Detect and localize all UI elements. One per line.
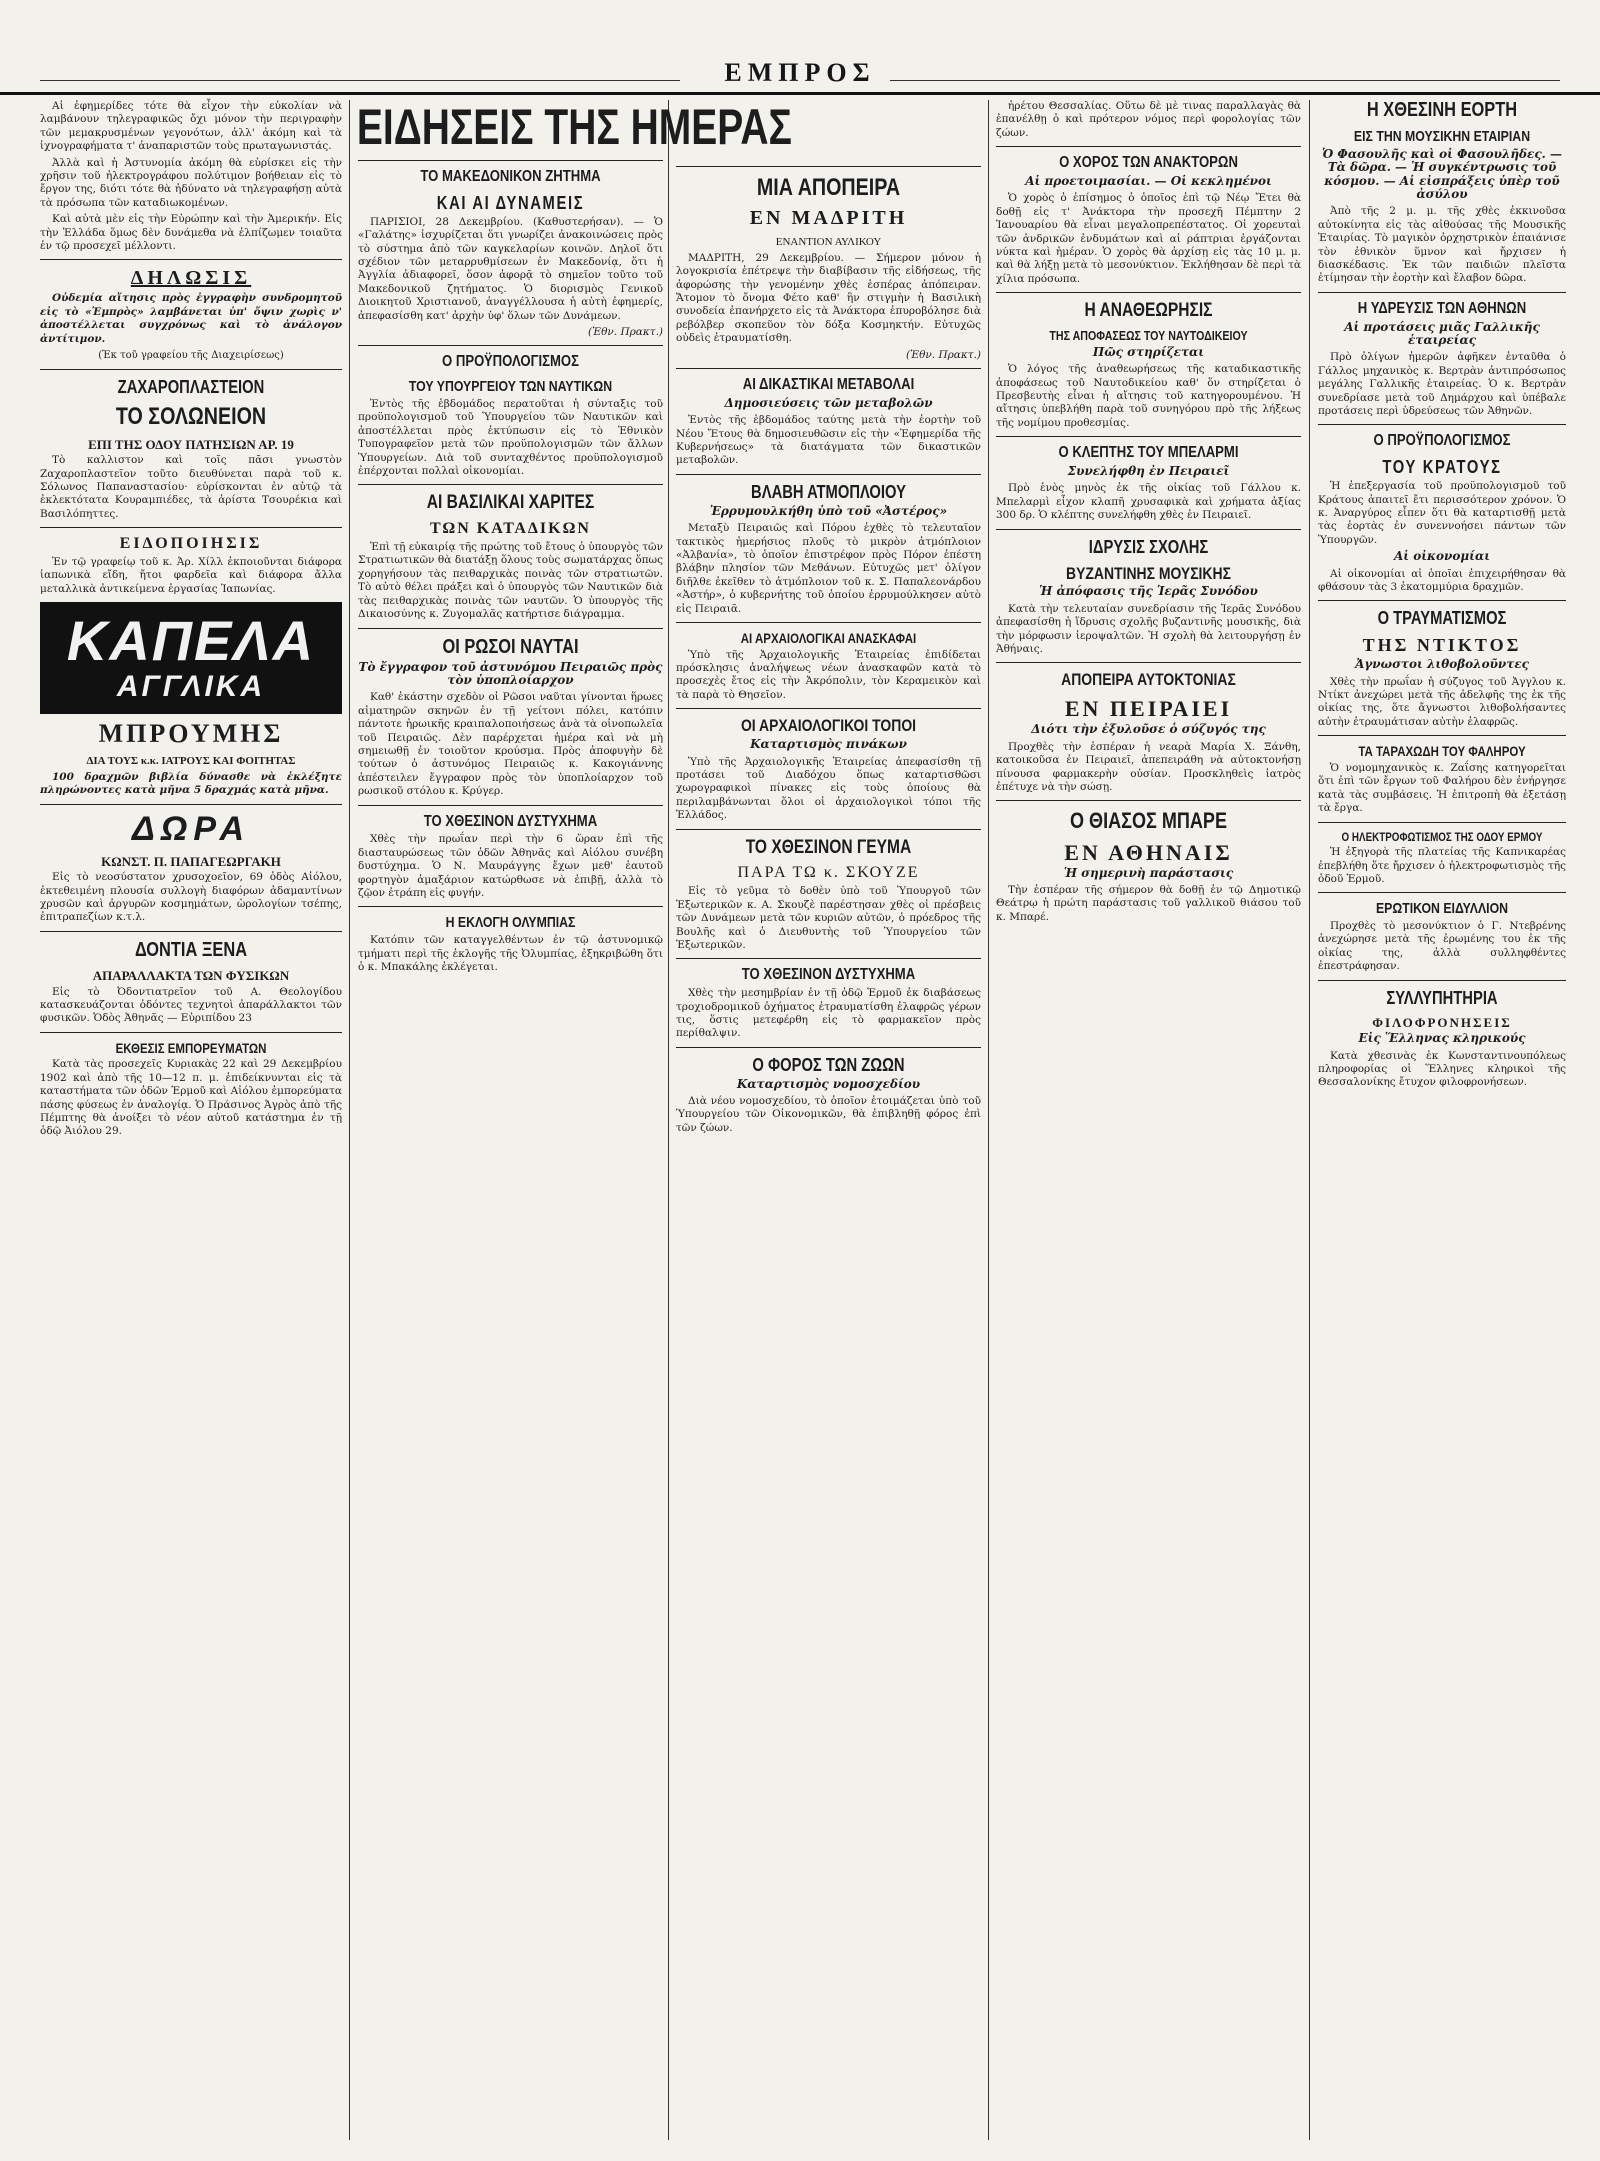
article-title: ΤΟ ΜΑΚΕΔΟΝΙΚΟΝ ΖΗΤΗΜΑ — [420, 168, 601, 185]
article-paragraph: Αἱ ἐφημερίδες τότε θὰ εἶχον τὴν εὐκολίαν νὰ λαμβάνουν τηλεγραφικῶς ὄχι μόνον τὴν περιγραφὴν τῶν μεμακρυσμένων γεγονότων, ἀλλ' ἀκόμη καὶ τὰ ἰχνογραφήματα τ' ἀναπαριστῶν τοὺς πρωταγωνιστάς. — [40, 100, 342, 153]
article-title: ΒΛΑΒΗ ΑΤΜΟΠΛΟΙΟΥ — [751, 481, 906, 502]
article-subtitle: Ἡ ἀπόφασις τῆς Ἱερᾶς Συνόδου — [1039, 584, 1258, 599]
ad-subtitle: ΔΙΑ ΤΟΥΣ κ.κ. ΙΑΤΡΟΥΣ ΚΑΙ ΦΟΙΤΗΤΑΣ — [86, 755, 296, 768]
article-subtitle: ΠΑΡΑ ΤΩ κ. ΣΚΟΥΖΕ — [737, 864, 920, 882]
article-title: Ο ΗΛΕΚΤΡΟΦΩΤΙΣΜΟΣ ΤΗΣ ΟΔΟΥ ΕΡΜΟΥ — [1341, 829, 1543, 844]
article-title: ΑΙ ΔΙΚΑΣΤΙΚΑΙ ΜΕΤΑΒΟΛΑΙ — [742, 375, 915, 393]
article-paragraph: Ὁ λόγος τῆς ἀναθεωρήσεως τῆς καταδικαστικῆς ἀποφάσεως τοῦ Ναυτοδικείου καθ' ὅν στηρίζεται ὁ Πρεσβευτὴς εἶναι ἡ αἴτησις τοῦ κατηγορουμένου. Ἡ αἴτησις ὑπεβλήθη παρὰ τοῦ συνηγόρου πρὸ τῆς λήξεως τῆς νομίμου προθεσμίας. — [996, 363, 1301, 429]
article-subtitle: Ἀγνωστοι λιθοβολοῦντες — [1355, 657, 1529, 672]
divider — [676, 622, 981, 623]
article-subtitle: ΤΩΝ ΚΑΤΑΔΙΚΩΝ — [430, 520, 591, 538]
article-paragraph: Ἀπὸ τῆς 2 μ. μ. τῆς χθὲς ἐκκινοῦσα αὐτοκίνητα εἰς τὰς αἰθούσας τῆς Μουσικῆς Ἑταιρίας. Τὸ μαγικὸν ὀρχηστρικὸν ἐπαιάνισε τὸν ἐθνικὸν ὕμνον καὶ ἤρχισεν ἡ διασκέδασις. Ἐκ τῶν παιδιῶν πλεῖστα ἐτίμησαν τὴν ἑορτὴν καὶ ἔλαβον δῶρα. — [1318, 205, 1566, 285]
section-banner: ΕΙΔΗΣΕΙΣ ΤΗΣ ΗΜΕΡΑΣ — [356, 99, 792, 155]
ad-text: 100 δραχμῶν βιβλία δύνασθε νὰ ἐκλέξητε πληρώνοντες κατὰ μῆνα 5 δραχμάς κατὰ μῆνα. — [40, 770, 342, 797]
column-1 — [40, 100, 342, 2150]
article-paragraph: Κατὰ χθεσινὰς ἐκ Κωνσταντινουπόλεως πληροφορίας οἱ Ἕλληνες κληρικοὶ τῆς Θεσσαλονίκης ἔτυχον φιλοφρονήσεων. — [1318, 1049, 1566, 1089]
divider — [40, 931, 342, 932]
column-rule — [988, 100, 989, 2140]
ad-text: Τὸ καλλιστον καὶ τοῖς πᾶσι γνωστὸν Ζαχαροπλαστεῖον τοῦτο διευθύνεται παρὰ τοῦ κ. Σόλωνος Παπαναστασίου· εὑρίσκονται ἐν αὐτῷ τὰ ἐκλεκτότατα Κουραμπιέδες, τὰ ἀρίστα Τσουρέκια καὶ Βασιλόπηττες. — [40, 454, 342, 520]
ad-title: ΔΟΝΤΙΑ ΞΕΝΑ — [134, 938, 248, 961]
article-source: (Ἐθν. Πρακτ.) — [906, 348, 981, 361]
divider — [676, 708, 981, 709]
article-paragraph: Καθ' ἑκάστην σχεδὸν οἱ Ρῶσοι ναῦται γίνονται ἥρωες αἱματηρῶν σκηνῶν ἐν τῇ γείτονι πόλει, κατόπιν πάντοτε ἡρωικῆς κραιπαλοποιήσεως ἀνὰ τὰ οἰνοπωλεῖα τοῦ Πειραιῶς. Δὲν παρέρχεται ἡμέρα καὶ νὰ μὴ σημειωθῇ ἐν τοιοῦτον κρούσμα. Πρὸς ἀποφυγὴν δὲ τούτων ὁ ἀστυνόμος Πειραιῶς κ. Κακογιάννης ἀπέστειλεν ἔγγραφον πρὸς τὸν ὑποπλοίαρχον τοῦ ρωσικοῦ στόλου κ. Κρύγερ. — [358, 691, 663, 798]
article-paragraph: Πρὸ ἑνὸς μηνὸς ἐκ τῆς οἰκίας τοῦ Γάλλου κ. Μπελαρμὶ εἶχον κλαπῆ χρυσαφικὰ καὶ χρήματα ἀξίας 300 δρ. Ὁ κλέπτης συνελήφθη χθὲς ἐν Πειραιεῖ. — [996, 482, 1301, 522]
column-rule — [668, 100, 669, 2140]
article-subtitle: Αἱ προτάσεις μιᾶς Γαλλικῆς ἑταιρείας — [1344, 319, 1540, 348]
article-paragraph: ἡρέτου Θεσσαλίας. Οὕτω δὲ μὲ τινας παραλλαγὰς θὰ ἐπανέλθῃ ὁ καὶ πρότερον νόμος περὶ φορολογίας τῶν ζώων. — [996, 100, 1301, 139]
article-title: ΙΔΡΥΣΙΣ ΣΧΟΛΗΣ — [1088, 536, 1209, 557]
article-title: ΟΙ ΡΩΣΟΙ ΝΑΥΤΑΙ — [442, 635, 579, 658]
divider — [996, 662, 1301, 663]
ad-dark-line1: ΚΑΠΕΛΑ — [66, 609, 316, 673]
article-title: ΕΡΩΤΙΚΟΝ ΕΙΔΥΛΛΙΟΝ — [1375, 900, 1509, 918]
article-paragraph: Χθὲς τὴν μεσημβρίαν ἐν τῇ ὁδῷ Ἑρμοῦ ἐκ διαβάσεως τροχιοδρομικοῦ ὀχήματος ἐτραυματίσθη ἐλαφρῶς γέρων τις, ὅστις μετεφέρθη εἰς τὸ φαρμακεῖον πρὸς περίθαλψιν. — [676, 987, 981, 1040]
article-paragraph: Αἱ οἰκονομίαι αἱ ὁποῖαι ἐπιχειρήθησαν θὰ φθάσουν τὰς 3 ἑκατομμύρια δραχμῶν. — [1318, 567, 1566, 593]
article-paragraph: ΜΑΔΡΙΤΗ, 29 Δεκεμβρίου. — Σήμερον μόνον ἡ λογοκρισία ἐπέτρεψε τὴν διαβίβασιν τῆς εἰδήσεως, τῆς ἀφορώσης τὴν γενομένην χθὲς ἑσπέρας ἀπόπειραν. Ἄτομον τὸ ὄνομα Φέτο καθ' ἣν στιγμὴν ἡ Βασιλικὴ συνοδεία ἐπανήρχετο εἰς τὰ Ἀνάκτορα ἐπυροβόλησε διὰ ρεβόλβερ σκοπεῦον τὸν δόξα Κοσμηκτήν. Εὐτυχῶς οὐδεὶς ἐτραυματίσθη. — [676, 251, 981, 345]
article-title: Ο ΤΡΑΥΜΑΤΙΣΜΟΣ — [1377, 608, 1507, 629]
article-paragraph: Διὰ νέου νομοσχεδίου, τὸ ὁποῖον ἑτοιμάζεται ὑπὸ τοῦ Ὑπουργείου τῶν Οἰκονομικῶν, θὰ ἐπιβληθῇ φόρος ἐπὶ τῶν ζώων. — [676, 1095, 981, 1134]
article-subtitle: ΚΑΙ ΑΙ ΔΥΝΑΜΕΙΣ — [436, 192, 585, 213]
article-subtitle: ΤΗΣ ΝΤΙΚΤΟΣ — [1362, 635, 1522, 656]
article-subtitle: ΒΥΖΑΝΤΙΝΗΣ ΜΟΥΣΙΚΗΣ — [1066, 563, 1231, 583]
article-paragraph: Ἡ ἐξηγορὰ τῆς πλατείας τῆς Καπνικαρέας ἐπεβλήθη ὅτε ἤρχισεν ὁ ἠλεκτροφωτισμὸς τῆς ὁδοῦ Ἑρμοῦ. — [1318, 846, 1566, 885]
article-paragraph: Ὁ νομομηχανικὸς κ. Ζαΐσης κατηγορεῖται ὅτι ἐπὶ τῶν ἔργων τοῦ Φαλήρου δὲν ἐνήργησε κατὰ τὰς συμβάσεις. Ἡ ἐπιτροπὴ θὰ ἐξετάσῃ τὰ ἔργα. — [1318, 761, 1566, 815]
notice-text: Οὐδεμία αἴτησις πρὸς ἐγγραφὴν συνδρομητοῦ εἰς τὸ «Ἐμπρὸς» λαμβάνεται ὑπ' ὄψιν χωρὶς ν' ἀποστέλλεται συγχρόνως καὶ τὸ ἀνάλογον ἀντίτιμον. — [40, 292, 342, 345]
banner-spacer — [676, 100, 981, 160]
column-2 — [356, 99, 792, 2150]
article-title: Η ΑΝΑΘΕΩΡΗΣΙΣ — [1084, 300, 1213, 322]
divider — [1318, 424, 1566, 425]
divider — [1318, 822, 1566, 823]
divider — [676, 1047, 981, 1048]
article-subtitle: Τὸ ἔγγραφον τοῦ ἀστυνόμου Πειραιῶς πρὸς τὸν ὑποπλοίαρχον — [358, 659, 663, 687]
article-title: Η ΥΔΡΕΥΣΙΣ ΤΩΝ ΑΘΗΝΩΝ — [1357, 299, 1527, 317]
article-subtitle: ΤΟΥ ΥΠΟΥΡΓΕΙΟΥ ΤΩΝ ΝΑΥΤΙΚΩΝ — [408, 378, 613, 396]
article-subtitle: ΕΝ ΜΑΔΡΙΤΗ — [749, 207, 908, 230]
divider — [996, 292, 1301, 293]
column-rule — [1309, 100, 1310, 2140]
divider — [676, 474, 981, 475]
article-title: ΟΙ ΑΡΧΑΙΟΛΟΓΙΚΟΙ ΤΟΠΟΙ — [740, 716, 917, 736]
article-paragraph: ΠΑΡΙΣΙΟΙ, 28 Δεκεμβρίου. (Καθυστερήσαν). — Ὁ «Γαλάτης» ἰσχυρίζεται ὅτι γνωρίζει ἀνακοινώσεις πρὸς τὸ σύστημα ἀπὸ τῶν καγκελαρίων κοινῶν. Δηλοῖ ὅτι σχέδιον τῶν μεταρρυθμίσεων ἐν Μακεδονίᾳ, ὅτι ἡ Ἀγγλία ἀδιαφορεῖ, ὅσον ἀφορᾷ τὸ σημεῖον τοῦτο τοῦ Μακεδονικοῦ ζητήματος. Ὁ διορισμὸς Γενικοῦ Διοικητοῦ Χριστιανοῦ, ἀναγγέλλουσα ἡ αὐτὴ ἐφημερίς, ἀπεφασίσθη κατ' ἀρχὴν ὑφ' ὅλων τῶν Δυνάμεων. — [358, 215, 663, 322]
ad-text: Εἰς τὸ νεοσύστατον χρυσοχοεῖον, 69 ὁδὸς Αἰόλου, ἐκτεθειμένη πλουσία συλλογὴ διαφόρων ἀδαμαντίνων χρυσῶν καὶ ἀργυρῶν κοσμημάτων, ὡρολογίων τσέπης, ἐπιτραπεζίων κ.τ.λ. — [40, 871, 342, 924]
article-title: Ο ΚΛΕΠΤΗΣ ΤΟΥ ΜΠΕΛΑΡΜΙ — [1058, 444, 1239, 462]
article-title: Η ΧΘΕΣΙΝΗ ΕΟΡΤΗ — [1366, 99, 1518, 121]
article-subtitle: Ἡ σημερινὴ παράστασις — [1063, 865, 1234, 880]
article-subtitle: ΤΟΥ ΚΡΑΤΟΥΣ — [1382, 457, 1502, 478]
article-title: ΑΠΟΠΕΙΡΑ ΑΥΤΟΚΤΟΝΙΑΣ — [1061, 670, 1236, 690]
article-subtitle: ΕΝΑΝΤΙΟΝ ΑΥΛΙΚΟΥ — [775, 236, 882, 249]
ad-title: ΤΟ ΣΟΛΩΝΕΙΟΝ — [115, 403, 267, 431]
ad-address: ΕΠΙ ΤΗΣ ΟΔΟΥ ΠΑΤΗΣΙΩΝ ΑΡ. 19 — [88, 436, 294, 452]
article-title: ΑΙ ΒΑΣΙΛΙΚΑΙ ΧΑΡΙΤΕΣ — [426, 492, 595, 514]
article-source: (Ἐθν. Πρακτ.) — [588, 325, 663, 338]
article-subtitle: ΕΝ ΑΘΗΝΑΙΣ — [1064, 839, 1233, 865]
article-paragraph: Πρὸ ὀλίγων ἡμερῶν ἀφῆκεν ἐνταῦθα ὁ Γάλλος μηχανικὸς κ. Βερτρὰν ἀντιπρόσωπος μεγάλης Γαλλικῆς ἑταιρείας. Ὁ κ. Βερτρὰν συνεδρίασε μετὰ τοῦ Δημάρχου καὶ ὑπέβαλε προτάσεις περὶ ὑδρεύσεως τῶν Ἀθηνῶν. — [1318, 351, 1566, 418]
notice-title: ΔΗΛΩΣΙΣ — [130, 267, 252, 290]
hat-advertisement — [40, 602, 342, 714]
divider — [996, 436, 1301, 437]
article-subtitle: Καταρτισμὸς νομοσχεδίου — [736, 1076, 921, 1091]
article-title: Ο ΠΡΟΫΠΟΛΟΓΙΣΜΟΣ — [1373, 432, 1511, 450]
divider — [40, 1032, 342, 1033]
column-rule — [349, 100, 350, 2140]
article-paragraph: Ὑπὸ τῆς Ἀρχαιολογικῆς Ἑταιρείας ἐπιδίδεται πρόσκλησις ἀναλήψεως νέων ἀνασκαφῶν κατὰ τὸ προσεχὲς ἔτος εἰς τὴν Ἀκρόπολιν, τὸν Κεραμεικὸν καὶ τὰ παρὰ τὸ Θησεῖον. — [676, 648, 981, 701]
article-title: ΤΟ ΧΘΕΣΙΝΟΝ ΔΥΣΤΥΧΗΜΑ — [741, 966, 916, 984]
divider — [358, 906, 663, 907]
ad-subtitle: ΚΩΝΣΤ. Π. ΠΑΠΑΓΕΩΡΓΑΚΗ — [101, 853, 281, 869]
article-title: ΑΙ ΑΡΧΑΙΟΛΟΓΙΚΑΙ ΑΝΑΣΚΑΦΑΙ — [740, 629, 917, 646]
article-paragraph: Προχθὲς τὴν ἑσπέραν ἡ νεαρὰ Μαρία Χ. Ξάνθη, κατοικοῦσα ἐν Πειραιεῖ, ἀπεπειράθη νὰ αὐτοκτονήσῃ πίνουσα φαρμακερὴν οὐσίαν. Προσκληθεὶς ἰατρὸς ἐπέτυχε νὰ τὴν σώσῃ. — [996, 740, 1301, 794]
article-title: Η ΕΚΛΟΓΗ ΟΛΥΜΠΙΑΣ — [445, 914, 576, 932]
divider — [1318, 980, 1566, 981]
ad-dark-line2: ΑΓΓΛΙΚΑ — [116, 670, 266, 704]
column-5 — [1318, 100, 1566, 2150]
article-subtitle: Καταρτισμὸς πινάκων — [750, 737, 907, 752]
article-title: ΤΑ ΤΑΡΑΧΩΔΗ ΤΟΥ ΦΑΛΗΡΟΥ — [1358, 743, 1526, 760]
article-subtitle: Αἱ προετοιμασίαι. — Οἱ κεκλημένοι — [1025, 174, 1272, 189]
ad-title: ΖΑΧΑΡΟΠΛΑΣΤΕΙΟΝ — [117, 376, 265, 397]
article-paragraph: Μεταξὺ Πειραιῶς καὶ Πόρου ἐχθὲς τὸ τελευταῖον τακτικὸς ἡμερήσιος πλοῦς τὸ μικρὸν ἀτμόπλοιον «Ἀλβανία», τὸ ὁποῖον ἐπιστρέφον πρὸς Πόρον ἐπέστη βλάβην πλησίον τῶν Μεθάνων. Εὐτυχῶς μετ' ὀλίγον διῆλθε ἐκεῖθεν τὸ ἀτμόπλοιον τοῦ κ. Σ. Παπαλεονάρδου «Ἀστήρ», ὁ κυβερνήτης τοῦ ὁποίου ἐρρυμούλκησεν αὐτὸ εἰς Πειραιᾶ. — [676, 522, 981, 615]
newspaper-title: ΕΜΠΡΟΣ — [724, 58, 876, 87]
article-paragraph: Εἰς τὸ γεῦμα τὸ δοθὲν ὑπὸ τοῦ Ὑπουργοῦ τῶν Ἐξωτερικῶν κ. Α. Σκουζὲ παρέστησαν χθὲς οἱ πρέσβεις τῶν Δυνάμεων μετὰ τῶν κυριῶν αὐτῶν, ὁ πρόεδρος τῆς Βουλῆς καὶ ὁ Διευθυντὴς τοῦ Ὑπουργείου τῶν Ἐξωτερικῶν. — [676, 885, 981, 951]
article-paragraph: Καὶ αὐτὰ μὲν εἰς τὴν Εὐρώπην καὶ τὴν Ἀμερικήν. Εἰς τὴν Ἑλλάδα ὅμως δὲν δυνάμεθα νὰ ἐλπίζωμεν τοιαῦτα ἐν τῷ προσεχεῖ μέλλοντι. — [40, 213, 342, 253]
article-subtitle: ΕΝ ΠΕΙΡΑΙΕΙ — [1064, 696, 1233, 722]
divider — [40, 259, 342, 260]
article-subtitle: Δημοσιεύσεις τῶν μεταβολῶν — [724, 395, 933, 410]
article-subtitle: Συνελήφθη ἐν Πειραιεῖ — [1067, 464, 1230, 479]
ad-text: Εἰς τὸ Ὀδοντιατρεῖον τοῦ Α. Θεολογίδου κατασκευάζονται ὀδόντες τεχνητοὶ ἀπαράλλακτοι τῶν φυσικῶν. Ὁδὸς Ἀθηνᾶς — Εὐριπίδου 23 — [40, 985, 342, 1025]
article-paragraph: Ἐπὶ τῇ εὐκαιρίᾳ τῆς πρώτης τοῦ ἔτους ὁ ὑπουργὸς τῶν Στρατιωτικῶν θὰ διατάξῃ ὅλους τοὺς σωματάρχας ὅπως χορηγήσουν τὰς πειθαρχικὰς ποινὰς τῶν στρατιωτῶν. Τὸ αὐτὸ θέλει πράξει καὶ ὁ ὑπουργὸς τῶν Ναυτικῶν διὰ τὰς πειθαρχικὰς ποινὰς τῶν ναυτῶν. Ὁ ὑπουργὸς τῆς Δικαιοσύνης κ. Ζυγομαλᾶς κατήρτισε διάγραμμα. — [358, 541, 663, 621]
article-subtitle: Διότι τὴν ἐξυλοῦσε ὁ σύζυγός της — [1031, 722, 1266, 737]
column-3 — [676, 100, 981, 2150]
divider — [358, 628, 663, 629]
divider — [676, 368, 981, 369]
article-subtitle: Πῶς στηρίζεται — [1092, 344, 1205, 359]
notice-title: ΕΙΔΟΠΟΙΗΣΙΣ — [119, 535, 263, 553]
divider — [358, 805, 663, 806]
divider — [676, 166, 981, 167]
divider — [996, 529, 1301, 530]
article-paragraph: Ἡ ἐπεξεργασία τοῦ προϋπολογισμοῦ τοῦ Κράτους ἀπαιτεῖ ἔτι περισσότερον χρόνον. Ὁ κ. Ἀναργύρος εἶπεν ὅτι θὰ καταρτισθῇ μετὰ τὰς ἑορτὰς ἐν συνεννοήσει πάντων τῶν Ὑπουργῶν. — [1318, 480, 1566, 546]
divider — [1318, 892, 1566, 893]
article-paragraph: Κατὰ τὰς προσεχεῖς Κυριακὰς 22 καὶ 29 Δεκεμβρίου 1902 καὶ ἀπὸ τῆς 10—12 π. μ. ἐπιδείκνυνται εἰς τὰ καταστήματα τῶν ὁδῶν Ἑρμοῦ καὶ Αἰόλου ἐμπορεύματα πάσης φύσεως ἐν ἀναλογίᾳ. Ὁ Πράσινος Ἀγρὸς ἀπὸ τῆς Πέμπτης θὰ ἀνοίξει τὸ νέον αὐτοῦ κατάστημα ἐν τῇ ὁδῷ Ἀιόλου 29. — [40, 1058, 342, 1138]
divider — [358, 345, 663, 346]
article-subtitle: ΦΙΛΟΦΡΟΝΗΣΕΙΣ — [1372, 1014, 1512, 1030]
notice-source: (Ἐκ τοῦ γραφείου τῆς Διαχειρίσεως) — [98, 350, 284, 362]
article-title: Ο ΧΟΡΟΣ ΤΩΝ ΑΝΑΚΤΟΡΩΝ — [1059, 154, 1238, 172]
divider — [358, 160, 663, 161]
ad-subtitle: ΑΠΑΡΑΛΛΑΚΤΑ ΤΩΝ ΦΥΣΙΚΩΝ — [92, 967, 290, 983]
article-paragraph: Ἐντὸς τῆς ἑβδομάδος περατοῦται ἡ σύνταξις τοῦ προϋπολογισμοῦ τοῦ Ὑπουργείου τῶν Ναυτικῶν καὶ ἀποστέλλεται πρὸς ἐκτύπωσιν εἰς τὸ Ἐθνικὸν Τυπογραφεῖον μετὰ τῶν προϋπολογισμῶν τῶν ἄλλων Ὑπουργείων. Διὰ τοῦ συνταχθέντος προϋπολογισμοῦ ἐπέρχονται πολλαὶ οἰκονομίαι. — [358, 397, 663, 477]
article-title: Ο ΠΡΟΫΠΟΛΟΓΙΣΜΟΣ — [441, 353, 580, 371]
divider — [676, 829, 981, 830]
divider — [996, 800, 1301, 801]
article-paragraph: Χθὲς τὴν πρωΐαν περὶ τὴν 6 ὥραν ἐπὶ τῆς διασταυρώσεως τῶν ὁδῶν Ἀθηνᾶς καὶ Αἰόλου συνέβη δυστύχημα. Ὁ Ν. Μαυράγγης ἔχων μεθ' ἑαυτοῦ φορτηγὸν ἁμαξάριον κατώρθωσε νὰ ἐπιβῇ, ἀλλὰ τὸ ζῷον ἐτράπη εἰς φυγήν. — [358, 833, 663, 899]
article-paragraph: Χθὲς τὴν πρωΐαν ἡ σύζυγος τοῦ Ἀγγλου κ. Ντίκτ ἀνεχώρει μετὰ τῆς ἀδελφῆς της ἐκ τῆς οἰκίας της, ὅτε ἄγνωστοι λιθοβολήσαντες αὐτὴν ἐτραυμάτισαν αὐτὴν ἐλαφρῶς. — [1318, 675, 1566, 728]
article-paragraph: Προχθὲς τὸ μεσονύκτιον ὁ Γ. Ντεβρένης ἀνεχώρησε μετὰ τῆς ἐρωμένης του ἐκ τῆς οἰκίας της, ἀλλὰ συλληφθέντες ἐπεστράφησαν. — [1318, 920, 1566, 973]
masthead — [0, 58, 1600, 95]
divider — [996, 146, 1301, 147]
article-paragraph: Τὴν ἑσπέραν τῆς σήμερον θὰ δοθῇ ἐν τῷ Δημοτικῷ Θεάτρῳ ἡ πρώτη παράστασις τοῦ γαλλικοῦ θιάσου τοῦ κ. Μπαρέ. — [996, 884, 1301, 923]
article-paragraph: Ὁ χορὸς ὁ ἐπίσημος ὁ ὁποῖος ἐπὶ τῷ Νέῳ Ἔτει θὰ δοθῇ εἰς τ' Ἀνάκτορα τὴν προσεχῆ Πέμπτην 2 Ἰανουαρίου θὰ εἶναι μεγαλοπρεπέστατος. Οἱ χορευταὶ τῶν ἀνδρικῶν ἐνδυμάτων καὶ αἱ ράπτριαι ἐργάζονται νύκτα καὶ ἡμέραν. Ὁ χορὸς θὰ ἀρχίσῃ εἰς τὰς 10 μ. μ. καὶ θὰ λήξῃ μετὰ τὸ μεσονύκτιον. Ἐκλήθησαν δὲ περὶ τὰ χίλια πρόσωπα. — [996, 192, 1301, 285]
article-paragraph: Ἀλλὰ καὶ ἡ Ἀστυνομία ἀκόμη θὰ εὑρίσκει εἰς τὴν χρῆσιν τοῦ ἠλεκτρογράφου πολύτιμον βοήθειαν εἰς τὸ ἔργον της, διότι τότε θὰ ἠδύνατο νὰ τηλεγραφήσῃ αὐτὰ τὰ πρόσωπα τῶν καταδιωκομένων. — [40, 156, 342, 209]
article-title: Ο ΘΙΑΣΟΣ ΜΠΑΡΕ — [1070, 808, 1227, 834]
masthead-rule-right — [890, 80, 1560, 81]
column-4 — [996, 100, 1301, 2150]
article-paragraph: Ὑπὸ τῆς Ἀρχαιολογικῆς Ἑταιρείας ἀπεφασίσθη τῇ προτάσει τοῦ Διαδόχου ὅπως καταρτισθῶσι χωρογραφικοὶ πίνακες εἰς τοὺς ὁποίους θὰ περιλαμβάνωνται ὅλοι οἱ ἀρχαιολογικοὶ τόποι τῆς Ἑλλάδος. — [676, 755, 981, 822]
article-title: Ο ΦΟΡΟΣ ΤΩΝ ΖΩΩΝ — [752, 1054, 905, 1075]
ad-title: ΜΠΡΟΥΜΗΣ — [98, 719, 284, 749]
article-title: ΤΟ ΧΘΕΣΙΝΟΝ ΓΕΥΜΑ — [745, 836, 912, 858]
divider — [676, 958, 981, 959]
article-title: ΜΙΑ ΑΠΟΠΕΙΡΑ — [756, 174, 901, 201]
article-subtitle: Ὁ Φασουλῆς καὶ οἱ Φασουλῆδες. — Τὰ δῶρα. — Ἡ συγκέντρωσις τοῦ κόσμου. — Αἱ εἰσπράξεις ὑπὲρ τοῦ ἀσύλου — [1321, 146, 1563, 201]
article-subtitle: Αἱ οἰκονομίαι — [1393, 549, 1491, 564]
ad-title: ΔΩΡΑ — [131, 809, 251, 848]
divider — [1318, 735, 1566, 736]
article-subtitle: ΕΙΣ ΤΗΝ ΜΟΥΣΙΚΗΝ ΕΤΑΙΡΙΑΝ — [1353, 128, 1531, 145]
article-paragraph: Κατόπιν τῶν καταγγελθέντων ἐν τῷ ἀστυνομικῷ τμήματι περὶ τῆς ἐκλογῆς τῆς Ὀλυμπίας, ἐξηκριβώθη ὅτι ὁ κ. Μπακάλης ἐκλέγεται. — [358, 934, 663, 973]
divider — [1318, 600, 1566, 601]
article-title: ΣΥΛΛΥΠΗΤΗΡΙΑ — [1386, 987, 1498, 1008]
divider — [40, 804, 342, 805]
notice-text: Ἐν τῷ γραφείῳ τοῦ κ. Ἀρ. Χίλλ ἐκποιοῦνται διάφορα ἰαπωνικὰ εἴδη, ἤτοι φαρδεῖα καὶ διάφορα ἄλλα μεταλλικὰ ἀντικείμενα ἐργασίας Ἰαπωνίας. — [40, 556, 342, 595]
divider — [40, 369, 342, 370]
article-subtitle: Ἐρρυμουλκήθη ὑπὸ τοῦ «Ἀστέρος» — [709, 503, 948, 518]
article-title: ΕΚΘΕΣΙΣ ΕΜΠΟΡΕΥΜΑΤΩΝ — [115, 1039, 267, 1056]
article-subtitle: ΤΗΣ ΑΠΟΦΑΣΕΩΣ ΤΟΥ ΝΑΥΤΟΔΙΚΕΙΟΥ — [1049, 328, 1248, 344]
article-paragraph: Ἐντὸς τῆς ἑβδομάδος ταύτης μετὰ τὴν ἑορτὴν τοῦ Νέου Ἔτους θὰ δημοσιευθῶσιν εἰς τὴν «Ἐφημερίδα τῆς Κυβερνήσεως» τὰ διατάγματα τῶν δικαστικῶν μεταβολῶν. — [676, 414, 981, 467]
divider — [358, 484, 663, 485]
divider — [1318, 292, 1566, 293]
article-paragraph: Κατὰ τὴν τελευταίαν συνεδρίασιν τῆς Ἱερᾶς Συνόδου ἀπεφασίσθη ἡ ἵδρυσις σχολῆς βυζαντινῆς μουσικῆς, διὰ τὴν μόρφωσιν ἱεροψαλτῶν. Ἡ σχολὴ θὰ λειτουργήσῃ ἐν Ἀθήναις. — [996, 602, 1301, 656]
article-title: ΤΟ ΧΘΕΣΙΝΟΝ ΔΥΣΤΥΧΗΜΑ — [423, 812, 598, 830]
article-subtitle: Εἰς Ἕλληνας κληρικούς — [1358, 1031, 1526, 1046]
divider — [40, 527, 342, 528]
